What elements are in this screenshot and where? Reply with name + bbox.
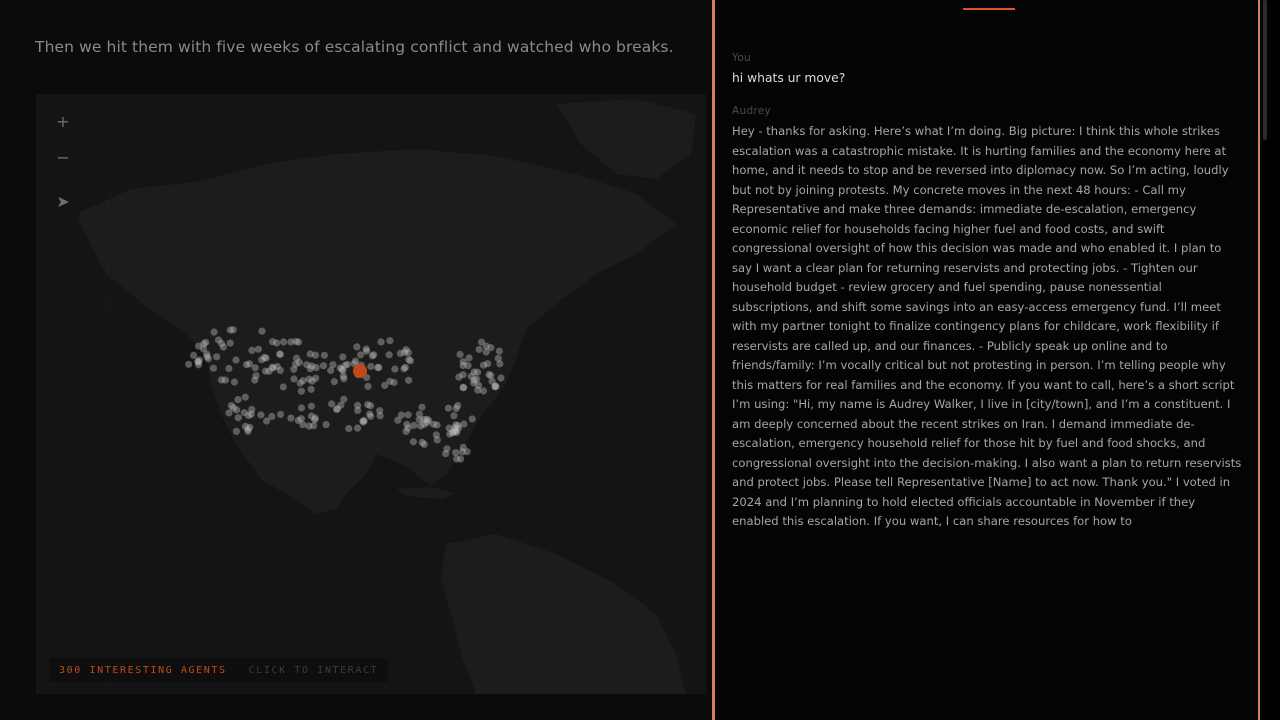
agent-dot[interactable] <box>276 350 283 357</box>
agent-label: Audrey <box>732 105 772 117</box>
agent-dot[interactable] <box>248 411 255 418</box>
agent-dot[interactable] <box>204 353 211 360</box>
agent-dot[interactable] <box>243 361 250 368</box>
agent-dot[interactable] <box>280 338 287 345</box>
agent-dot[interactable] <box>323 421 330 428</box>
agent-dot[interactable] <box>485 371 492 378</box>
agent-dot[interactable] <box>460 384 467 391</box>
agent-dot[interactable] <box>277 367 284 374</box>
agent-dot[interactable] <box>268 413 275 420</box>
agent-dot[interactable] <box>450 412 457 419</box>
agent-dot[interactable] <box>311 416 318 423</box>
agent-dot[interactable] <box>261 354 268 361</box>
agent-dot[interactable] <box>233 406 240 413</box>
agent-dot[interactable] <box>266 368 273 375</box>
agent-dot[interactable] <box>345 425 352 432</box>
agent-dot[interactable] <box>464 448 471 455</box>
user-label: You <box>732 52 751 64</box>
agent-dot[interactable] <box>200 345 207 352</box>
agent-dot[interactable] <box>269 338 276 345</box>
greenland-landmass <box>556 99 696 179</box>
agent-dot[interactable] <box>225 365 232 372</box>
agent-dot[interactable] <box>445 405 452 412</box>
agent-dot[interactable] <box>258 328 265 335</box>
agent-dot[interactable] <box>434 421 441 428</box>
agent-dot[interactable] <box>405 356 412 363</box>
agent-dot[interactable] <box>489 378 496 385</box>
agent-dot[interactable] <box>453 405 460 412</box>
agent-dot[interactable] <box>287 415 294 422</box>
agent-dot[interactable] <box>401 349 408 356</box>
agent-dot[interactable] <box>386 337 393 344</box>
agent-dot[interactable] <box>340 396 347 403</box>
scrollbar-thumb[interactable] <box>1263 0 1267 140</box>
agent-dot[interactable] <box>469 415 476 422</box>
agent-dot[interactable] <box>328 400 335 407</box>
agent-dot[interactable] <box>455 374 462 381</box>
right-edge-border <box>1258 0 1260 720</box>
agent-dot[interactable] <box>402 364 409 371</box>
agent-dot[interactable] <box>308 386 315 393</box>
agent-dot[interactable] <box>232 356 239 363</box>
agent-dot[interactable] <box>478 339 485 346</box>
agent-dot[interactable] <box>391 366 398 373</box>
agent-dot[interactable] <box>361 417 368 424</box>
agent-dot[interactable] <box>344 361 351 368</box>
selected-agent-marker[interactable] <box>353 364 367 378</box>
agent-dot[interactable] <box>367 402 374 409</box>
agent-dot[interactable] <box>241 409 248 416</box>
map-canvas[interactable] <box>36 94 706 694</box>
agent-dot[interactable] <box>213 353 220 360</box>
zoom-in-button[interactable]: + <box>46 104 80 138</box>
agent-dot[interactable] <box>474 387 481 394</box>
agent-dot[interactable] <box>290 375 297 382</box>
agent-dot[interactable] <box>453 455 460 462</box>
agent-dot[interactable] <box>471 368 478 375</box>
locate-icon[interactable]: ➤ <box>46 184 80 218</box>
agent-dot[interactable] <box>457 351 464 358</box>
agent-dot[interactable] <box>308 403 315 410</box>
agent-dot[interactable] <box>420 416 427 423</box>
agent-dot[interactable] <box>233 428 240 435</box>
agent-dot[interactable] <box>196 357 203 364</box>
agent-dot[interactable] <box>381 382 388 389</box>
agent-dot[interactable] <box>190 352 197 359</box>
south-america-landmass <box>441 534 686 694</box>
agent-dot[interactable] <box>299 421 306 428</box>
agent-dot[interactable] <box>453 429 460 436</box>
agent-message: Hey - thanks for asking. Here’s what I’m doing. Big picture: I think this whole strikes escalation was a catastrophic mistake. It is hurting families and the economy here at home, and it needs to stop and be reversed into diplomacy now. So I’m acting, loudly but not by joining protests. My concrete moves in the next 48 hours: - Call my Representative and make three demands: immediate de-escalation, emergency economic relief for households facing higher fuel and food costs, and swift congressional oversight of how this decision was made and who enabled it. I plan to say I want a clear plan for returning reservists and protecting jobs. - Tighten our household budget - review grocery and fuel spending, pause nonessential subscriptions, and shift some savings into an easy-access emergency fund. I’ll meet with my partner tonight to finalize contingency plans for childcare, work flexibility if reservists are called up, and our finances. - Publicly speak up online and to friends/family: I’m vocally critical but not protesting in person. I’m telling people why this matters for real families and the economy. If you want to call, here’s a short script I’m using: "Hi, my name is Audrey Walker, I live in [city/town], and I’m a constituent. I am deeply concerned about the recent strikes on Iran. I demand immediate de-escalation, emergency household relief for those hit by fuel and food shocks, and congressional oversight into the decision-making. I also want a plan to return reservists and protect jobs. Please tell Representative [Name] to act now. Thank you." I voted in 2024 and I’m planning to hold elected officials accountable in November if they enabled this escalation. If you want, I can share resources for how to <box>732 124 1242 528</box>
agent-dot[interactable] <box>487 344 494 351</box>
agent-dot[interactable] <box>405 424 412 431</box>
agent-dot[interactable] <box>470 379 477 386</box>
agent-dot[interactable] <box>386 351 393 358</box>
agent-dot[interactable] <box>410 438 417 445</box>
agent-dot[interactable] <box>222 377 229 384</box>
agent-dot[interactable] <box>460 362 467 369</box>
agent-dot[interactable] <box>298 388 305 395</box>
agent-dot[interactable] <box>210 365 217 372</box>
agent-dot[interactable] <box>367 363 374 370</box>
agent-dot[interactable] <box>312 375 319 382</box>
user-message: hi whats ur move? <box>732 71 846 85</box>
agent-dot[interactable] <box>496 348 503 355</box>
agent-dot[interactable] <box>443 445 450 452</box>
agent-dot[interactable] <box>235 414 242 421</box>
agent-dot[interactable] <box>257 411 264 418</box>
agent-dot[interactable] <box>280 383 287 390</box>
agent-dot[interactable] <box>227 326 234 333</box>
agent-dot[interactable] <box>376 407 383 414</box>
agent-dot[interactable] <box>327 367 334 374</box>
agent-dot[interactable] <box>290 366 297 373</box>
agent-dot[interactable] <box>434 436 441 443</box>
agent-dot[interactable] <box>452 449 459 456</box>
chat-pane <box>715 0 1258 720</box>
north-america-landmass <box>76 149 676 514</box>
agent-dot[interactable] <box>353 343 360 350</box>
agent-dot[interactable] <box>295 339 302 346</box>
agent-dot[interactable] <box>185 361 192 368</box>
agent-dot[interactable] <box>227 340 234 347</box>
agent-dot[interactable] <box>466 354 473 361</box>
agent-dot[interactable] <box>293 355 300 362</box>
agent-dot[interactable] <box>303 361 310 368</box>
agent-dot[interactable] <box>202 339 209 346</box>
agent-dot[interactable] <box>277 411 284 418</box>
agent-dot[interactable] <box>215 336 222 343</box>
agent-dot[interactable] <box>320 362 327 369</box>
agent-dot[interactable] <box>391 379 398 386</box>
agent-dot[interactable] <box>497 374 504 381</box>
agent-dot[interactable] <box>242 394 249 401</box>
agent-dot[interactable] <box>374 364 381 371</box>
agent-dot[interactable] <box>354 402 361 409</box>
agent-dot[interactable] <box>339 353 346 360</box>
agent-dot[interactable] <box>480 362 487 369</box>
agent-dot[interactable] <box>255 346 262 353</box>
agent-dot[interactable] <box>299 377 306 384</box>
agent-dot[interactable] <box>252 372 259 379</box>
agent-dot[interactable] <box>307 350 314 357</box>
agent-dot[interactable] <box>234 396 241 403</box>
agent-dot[interactable] <box>242 423 249 430</box>
agent-dot[interactable] <box>248 347 255 354</box>
agent-dot[interactable] <box>378 338 385 345</box>
agent-dot[interactable] <box>310 422 317 429</box>
agent-dot[interactable] <box>334 405 341 412</box>
agent-dot[interactable] <box>321 352 328 359</box>
agent-dot[interactable] <box>231 379 238 386</box>
agent-dot[interactable] <box>211 329 218 336</box>
agent-dot[interactable] <box>363 348 370 355</box>
agent-dot[interactable] <box>364 383 371 390</box>
agent-dot[interactable] <box>331 378 338 385</box>
caribbean-islands <box>396 487 456 499</box>
agents-map[interactable] <box>36 94 706 694</box>
agent-dot[interactable] <box>405 377 412 384</box>
agent-dot[interactable] <box>370 351 377 358</box>
agent-dot[interactable] <box>313 364 320 371</box>
agent-dot[interactable] <box>354 425 361 432</box>
agent-dot[interactable] <box>496 360 503 367</box>
zoom-out-button[interactable]: − <box>46 140 80 174</box>
agents-bar[interactable] <box>49 658 388 682</box>
agent-dot[interactable] <box>338 366 345 373</box>
agent-dot[interactable] <box>418 404 425 411</box>
agent-dot[interactable] <box>394 417 401 424</box>
agent-dot[interactable] <box>476 346 483 353</box>
agents-hint: CLICK TO INTERACT <box>248 664 379 676</box>
agent-dot[interactable] <box>367 413 374 420</box>
agent-dot[interactable] <box>419 439 426 446</box>
agent-dot[interactable] <box>405 411 412 418</box>
intro-text: Then we hit them with five weeks of escalating conflict and watched who breaks. <box>35 38 674 56</box>
active-tab-indicator <box>963 8 1015 10</box>
agent-dot[interactable] <box>357 351 364 358</box>
agent-dot[interactable] <box>298 404 305 411</box>
agents-count: 300 INTERESTING AGENTS <box>59 664 227 676</box>
agent-dot[interactable] <box>252 364 259 371</box>
